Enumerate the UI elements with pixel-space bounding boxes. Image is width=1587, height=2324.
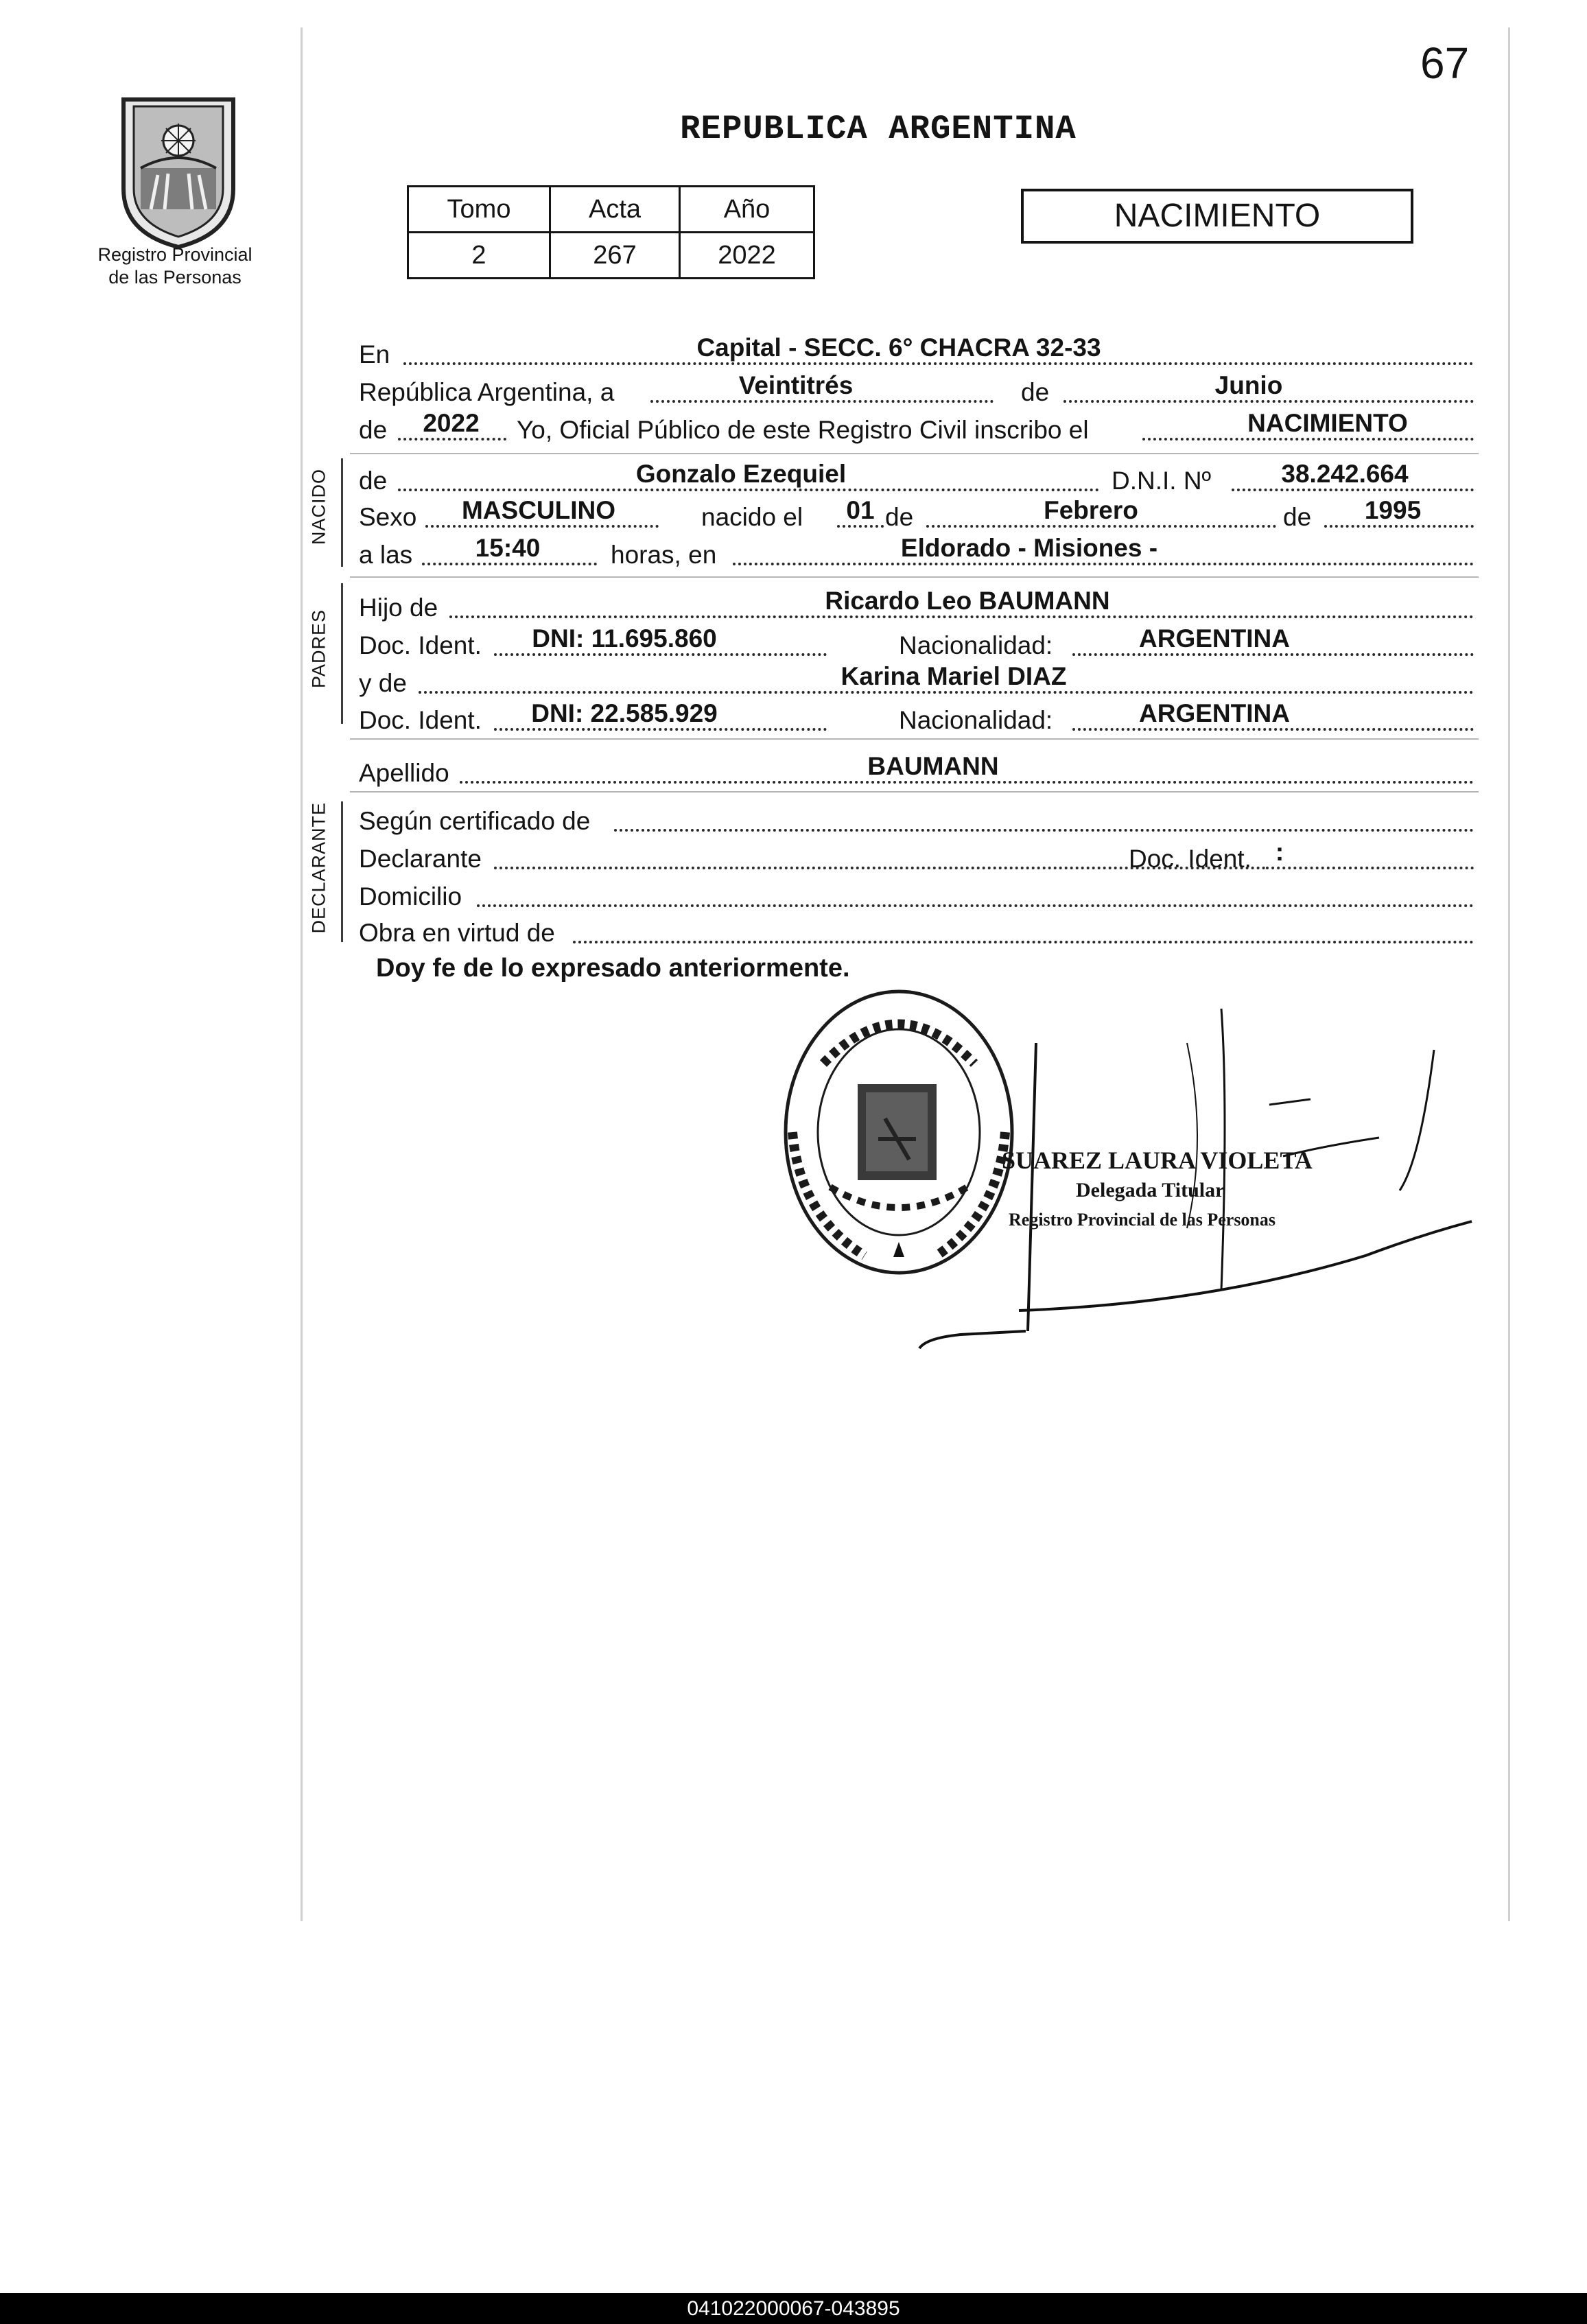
field-inscribo: NACIMIENTO bbox=[1247, 409, 1408, 437]
dots bbox=[614, 829, 1474, 832]
line-segun bbox=[357, 795, 1477, 836]
dots bbox=[1063, 400, 1474, 403]
label-nacionalidad: Nacionalidad: bbox=[899, 706, 1053, 734]
registry-table bbox=[407, 185, 815, 279]
value-tomo: 2 bbox=[408, 233, 550, 279]
section-bar-nacido bbox=[341, 458, 343, 567]
dots bbox=[926, 525, 1276, 528]
separator bbox=[350, 738, 1479, 740]
province-seal-logo bbox=[96, 86, 261, 250]
section-label-declarante: DECLARANTE bbox=[308, 801, 329, 934]
act-type-box: NACIMIENTO bbox=[1021, 189, 1413, 244]
section-bar-declarante bbox=[341, 801, 343, 942]
label-apellido: Apellido bbox=[359, 759, 449, 787]
field-madre-nac: ARGENTINA bbox=[1139, 699, 1290, 727]
dots bbox=[1072, 653, 1474, 656]
section-label-nacido: NACIDO bbox=[308, 469, 329, 545]
dots bbox=[403, 362, 1474, 365]
separator bbox=[350, 576, 1479, 578]
line-madre bbox=[357, 657, 1477, 698]
line-nombre bbox=[357, 454, 1477, 495]
label-de: de bbox=[359, 467, 388, 495]
section-bar-padres bbox=[341, 583, 343, 724]
field-anio: 2022 bbox=[423, 409, 480, 437]
left-border-line bbox=[301, 27, 303, 1921]
registry-header-row bbox=[408, 187, 814, 233]
field-padre-doc: DNI: 11.695.860 bbox=[532, 624, 717, 653]
label-doc-ident: Doc. Ident. bbox=[359, 631, 482, 659]
field-dni: 38.242.664 bbox=[1281, 460, 1409, 488]
field-dec-doc: : bbox=[1275, 838, 1284, 866]
line-padre bbox=[357, 581, 1477, 622]
field-padre: Ricardo Leo BAUMANN bbox=[825, 587, 1110, 615]
field-apellido: BAUMANN bbox=[867, 752, 999, 780]
dots bbox=[1072, 728, 1474, 731]
dots bbox=[494, 653, 827, 656]
signatory-role: Delegada Titular bbox=[1076, 1179, 1225, 1201]
field-hora: 15:40 bbox=[475, 534, 541, 562]
value-acta: 267 bbox=[550, 233, 680, 279]
label-doc-ident: Doc. Ident. bbox=[359, 706, 482, 734]
dots bbox=[1324, 525, 1474, 528]
label-yo: Yo, Oficial Público de este Registro Civil inscribo el bbox=[517, 416, 1089, 444]
field-nac-mes: Febrero bbox=[1044, 496, 1138, 524]
field-nac-dia: 01 bbox=[846, 496, 875, 524]
signatory-name: SUAREZ LAURA VIOLETA bbox=[1002, 1147, 1313, 1174]
label-doc-ident-dec: Doc. Ident. bbox=[1129, 845, 1251, 873]
label-de: de bbox=[1283, 503, 1312, 531]
value-anio: 2022 bbox=[680, 233, 814, 279]
field-mes: Junio bbox=[1214, 371, 1283, 399]
page-number: 67 bbox=[1420, 38, 1470, 88]
dots bbox=[494, 728, 827, 731]
footer-barcode-text: 041022000067-043895 bbox=[0, 2293, 1587, 2324]
line-apellido bbox=[357, 747, 1477, 788]
line-padre-doc bbox=[357, 619, 1477, 660]
dots bbox=[398, 438, 506, 441]
line-domicilio bbox=[357, 870, 1477, 911]
label-nacionalidad: Nacionalidad: bbox=[899, 631, 1053, 659]
field-lugar: Capital - SECC. 6° CHACRA 32-33 bbox=[696, 333, 1101, 362]
label-nacido-el: nacido el bbox=[701, 503, 803, 531]
label-obra: Obra en virtud de bbox=[359, 919, 555, 947]
line-madre-doc bbox=[357, 694, 1477, 735]
dots bbox=[422, 563, 597, 565]
dots bbox=[460, 781, 1474, 784]
header-tomo: Tomo bbox=[408, 187, 550, 233]
header-anio: Año bbox=[680, 187, 814, 233]
dots bbox=[837, 525, 884, 528]
label-declarante: Declarante bbox=[359, 845, 482, 873]
label-de: de bbox=[1021, 378, 1050, 406]
document-title: REPUBLICA ARGENTINA bbox=[680, 110, 1077, 148]
label-en: En bbox=[359, 340, 390, 368]
logo-caption-line2: de las Personas bbox=[108, 267, 242, 287]
label-dni: D.N.I. Nº bbox=[1112, 467, 1212, 495]
label-horas-en: horas, en bbox=[611, 541, 717, 569]
line-inscribo bbox=[357, 403, 1477, 445]
field-nombre: Gonzalo Ezequiel bbox=[635, 460, 847, 488]
dots bbox=[733, 563, 1474, 565]
field-madre: Karina Mariel DIAZ bbox=[840, 662, 1067, 690]
signatory-organization: Registro Provincial de las Personas bbox=[1009, 1210, 1276, 1230]
field-madre-doc: DNI: 22.585.929 bbox=[531, 699, 718, 727]
field-sexo: MASCULINO bbox=[461, 496, 616, 524]
field-lugar-nac: Eldorado - Misiones - bbox=[900, 534, 1158, 562]
dots bbox=[650, 400, 994, 403]
dots bbox=[449, 615, 1474, 618]
logo-caption-line1: Registro Provincial bbox=[97, 244, 252, 265]
label-republica: República Argentina, a bbox=[359, 378, 615, 406]
line-fecha bbox=[357, 366, 1477, 407]
dots bbox=[1266, 867, 1474, 869]
header-acta: Acta bbox=[550, 187, 680, 233]
field-nac-anio: 1995 bbox=[1364, 496, 1422, 524]
line-declarante bbox=[357, 832, 1477, 873]
label-domicilio: Domicilio bbox=[359, 882, 462, 911]
logo-caption bbox=[41, 244, 309, 289]
label-a-las: a las bbox=[359, 541, 413, 569]
field-dia: Veintitrés bbox=[738, 371, 854, 399]
right-border-line bbox=[1508, 27, 1510, 1921]
section-label-padres: PADRES bbox=[308, 609, 329, 689]
field-padre-nac: ARGENTINA bbox=[1139, 624, 1290, 653]
label-hijo-de: Hijo de bbox=[359, 594, 438, 622]
label-segun: Según certificado de bbox=[359, 807, 591, 835]
label-de: de bbox=[885, 503, 914, 531]
dots bbox=[1142, 438, 1474, 441]
closing-statement: Doy fe de lo expresado anteriormente. bbox=[376, 954, 850, 983]
label-sexo: Sexo bbox=[359, 503, 417, 531]
dots bbox=[425, 525, 659, 528]
dots bbox=[573, 941, 1474, 943]
line-obra bbox=[357, 906, 1477, 948]
separator bbox=[350, 791, 1479, 793]
line-sexo bbox=[357, 491, 1477, 532]
registry-value-row bbox=[408, 233, 814, 279]
line-hora bbox=[357, 528, 1477, 570]
line-en bbox=[357, 328, 1477, 369]
label-de: de bbox=[359, 416, 388, 444]
label-y-de: y de bbox=[359, 669, 407, 697]
